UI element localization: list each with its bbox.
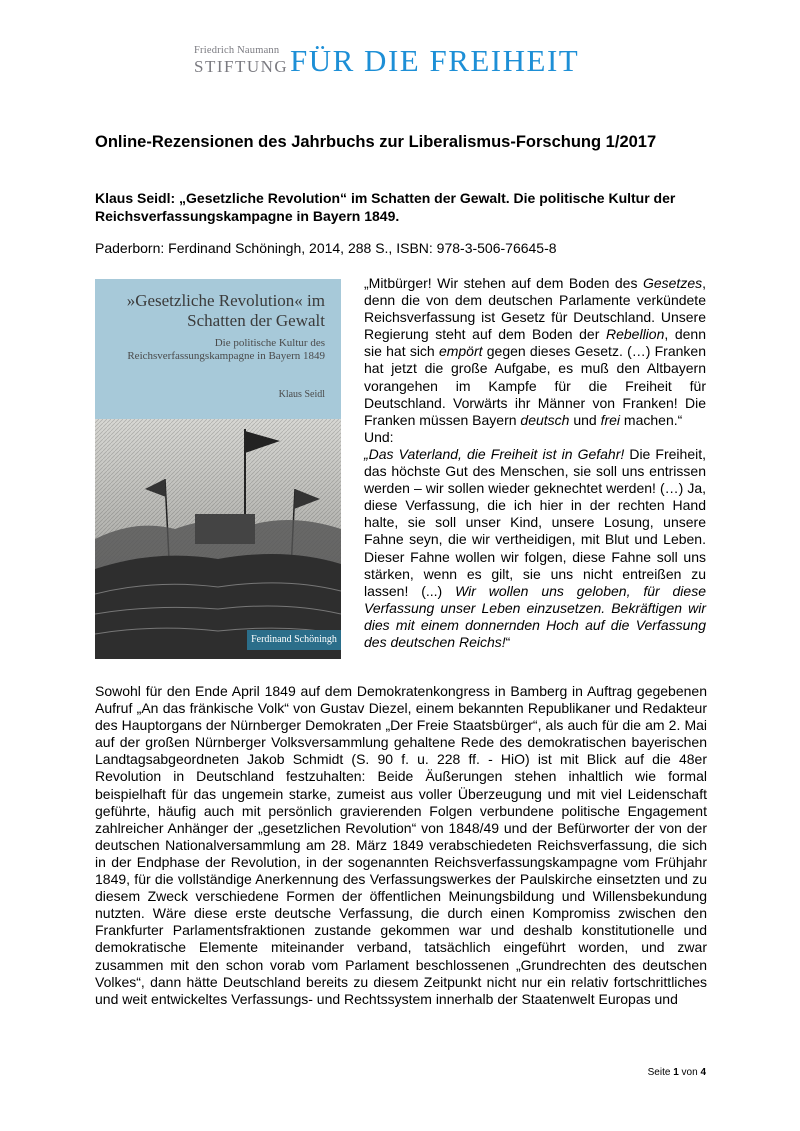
foundation-logo — [194, 42, 614, 82]
cover-publisher-band: Ferdinand Schöningh — [247, 630, 341, 650]
logo-main-text: FÜR DIE FREIHEIT — [290, 43, 580, 78]
cover-subtitle: Die politische Kultur des Reichsverfassungskampagne in Bayern 1849 — [127, 337, 325, 362]
review-title: Klaus Seidl: „Gesetzliche Revolution“ im Schatten der Gewalt. Die politische Kultur der Reichsverfassungskampagne in Bayern 1849. — [95, 190, 676, 224]
quote-schmidt: „Das Vaterland, die Freiheit ist in Gefahr! Die Freiheit, das höchste Gut des Menschen, sie soll uns entrissen werden – wir sollen wieder geknechtet werden! (…) Ja, diese Verfassung, die ich hier in der rechten Hand halte, sie soll unser Kind, unsere Losung, unsere Fahne seyn, die wir vertheidigen, mit Blut und Leben. Dieser Fahne wollen wir folgen, diese Fahne soll uns stärken, wenn es gilt, sie uns nicht entreißen zu lassen! (...) Wir wollen uns geloben, für diese Verfassung unser Leben einzusetzen. Bekräftigen wir dies mit einem donnernden Hoch auf die Verfassung des deutschen Reichs!“ — [364, 445, 706, 650]
logo-line-foundation: Friedrich Naumann — [194, 45, 280, 56]
book-cover-image — [95, 279, 341, 659]
logo-line-stiftung: STIFTUNG — [194, 57, 289, 76]
cover-engraving — [95, 419, 341, 659]
page-heading: Online-Rezensionen des Jahrbuchs zur Liberalismus-Forschung 1/2017 — [95, 133, 657, 151]
cover-title: »Gesetzliche Revolution« im Schatten der Gewalt — [126, 291, 325, 330]
page-number: Seite 1 von 4 — [647, 1067, 706, 1078]
body-paragraph: Sowohl für den Ende April 1849 auf dem Demokratenkongress in Bamberg in Auftrag gegebenen Aufruf „An das fränkische Volk“ von Gustav Diezel, einem bekannten Republikaner und Redakteur des Hauptorgans der Nürnberger Demokraten „Der Freie Staatsbürger“, als auch für die am 2. Mai auf der großen Nürnberger Volksversammlung gehaltene Rede des demokratischen bayerischen Landtagsabgeordneten Jakob Schmidt (S. 90 f. u. 228 ff. - HiO) ist mit Blick auf die 48er Revolution in Deutschland festzuhalten: Beide Äußerungen stehen inhaltlich wie formal beispielhaft für das ungemein starke, zumeist aus voller Überzeugung und mit viel Leidenschaft geführte, häufig auch mit persönlich gravierenden Folgen verbundene politische Engagement zahlreicher Anhänger der „gesetzlichen Revolution“ von 1848/49 und der Befürworter der von der deutschen Nationalversammlung am 28. März 1849 verabschiedeten Reichsverfassung, die sich in der Endphase der Revolution, in der sogenannten Reichsverfassungskampagne vom Frühjahr 1849, für die vollständige Anerkennung des Verfassungswerkes der Paulskirche einsetzten und zu diesem Zweck verschiedene Formen der öffentlichen Meinungsbildung und Willensbekundung nutzten. Wäre diese erste deutsche Verfassung, die durch einen Kompromiss zwischen den Frankfurter Parlamentsfraktionen zustande gekommen war und deshalb konstitutionelle und demokratische Elemente miteinander verband, tatsächlich eingeführt worden, und zwar zusammen mit den schon vorab vom Parlament beschlossenen „Grundrechten des deutschen Volkes“, dann hätte Deutschland bereits zu diesem Zeitpunkt nicht nur ein relativ fortschrittliches und weit entwickeltes Verfassungs- und Rechtssystem innerhalb der Staatenwelt Europas und — [95, 683, 707, 1007]
quote-connector: Und: — [364, 428, 394, 445]
cover-author: Klaus Seidl — [278, 389, 325, 400]
quote-block — [364, 275, 706, 651]
bibliographic-info: Paderborn: Ferdinand Schöningh, 2014, 288 S., ISBN: 978-3-506-76645-8 — [95, 240, 557, 256]
quote-diezel: „Mitbürger! Wir stehen auf dem Boden des Gesetzes, denn die von dem deutschen Parlamente verkündete Reichsverfassung ist Gesetz für Deutschland. Unsere Regierung steht auf dem Boden der Rebellion, denn sie hat sich empört gegen dieses Gesetz. (…) Franken hat jetzt die große Aufgabe, es muß den Altbayern vorangehen im Kampfe für die Freiheit für Deutschland. Vorwärts ihr Männer von Franken! Die Franken müssen Bayern deutsch und frei machen.“ — [364, 275, 706, 428]
body-text — [95, 683, 707, 1008]
